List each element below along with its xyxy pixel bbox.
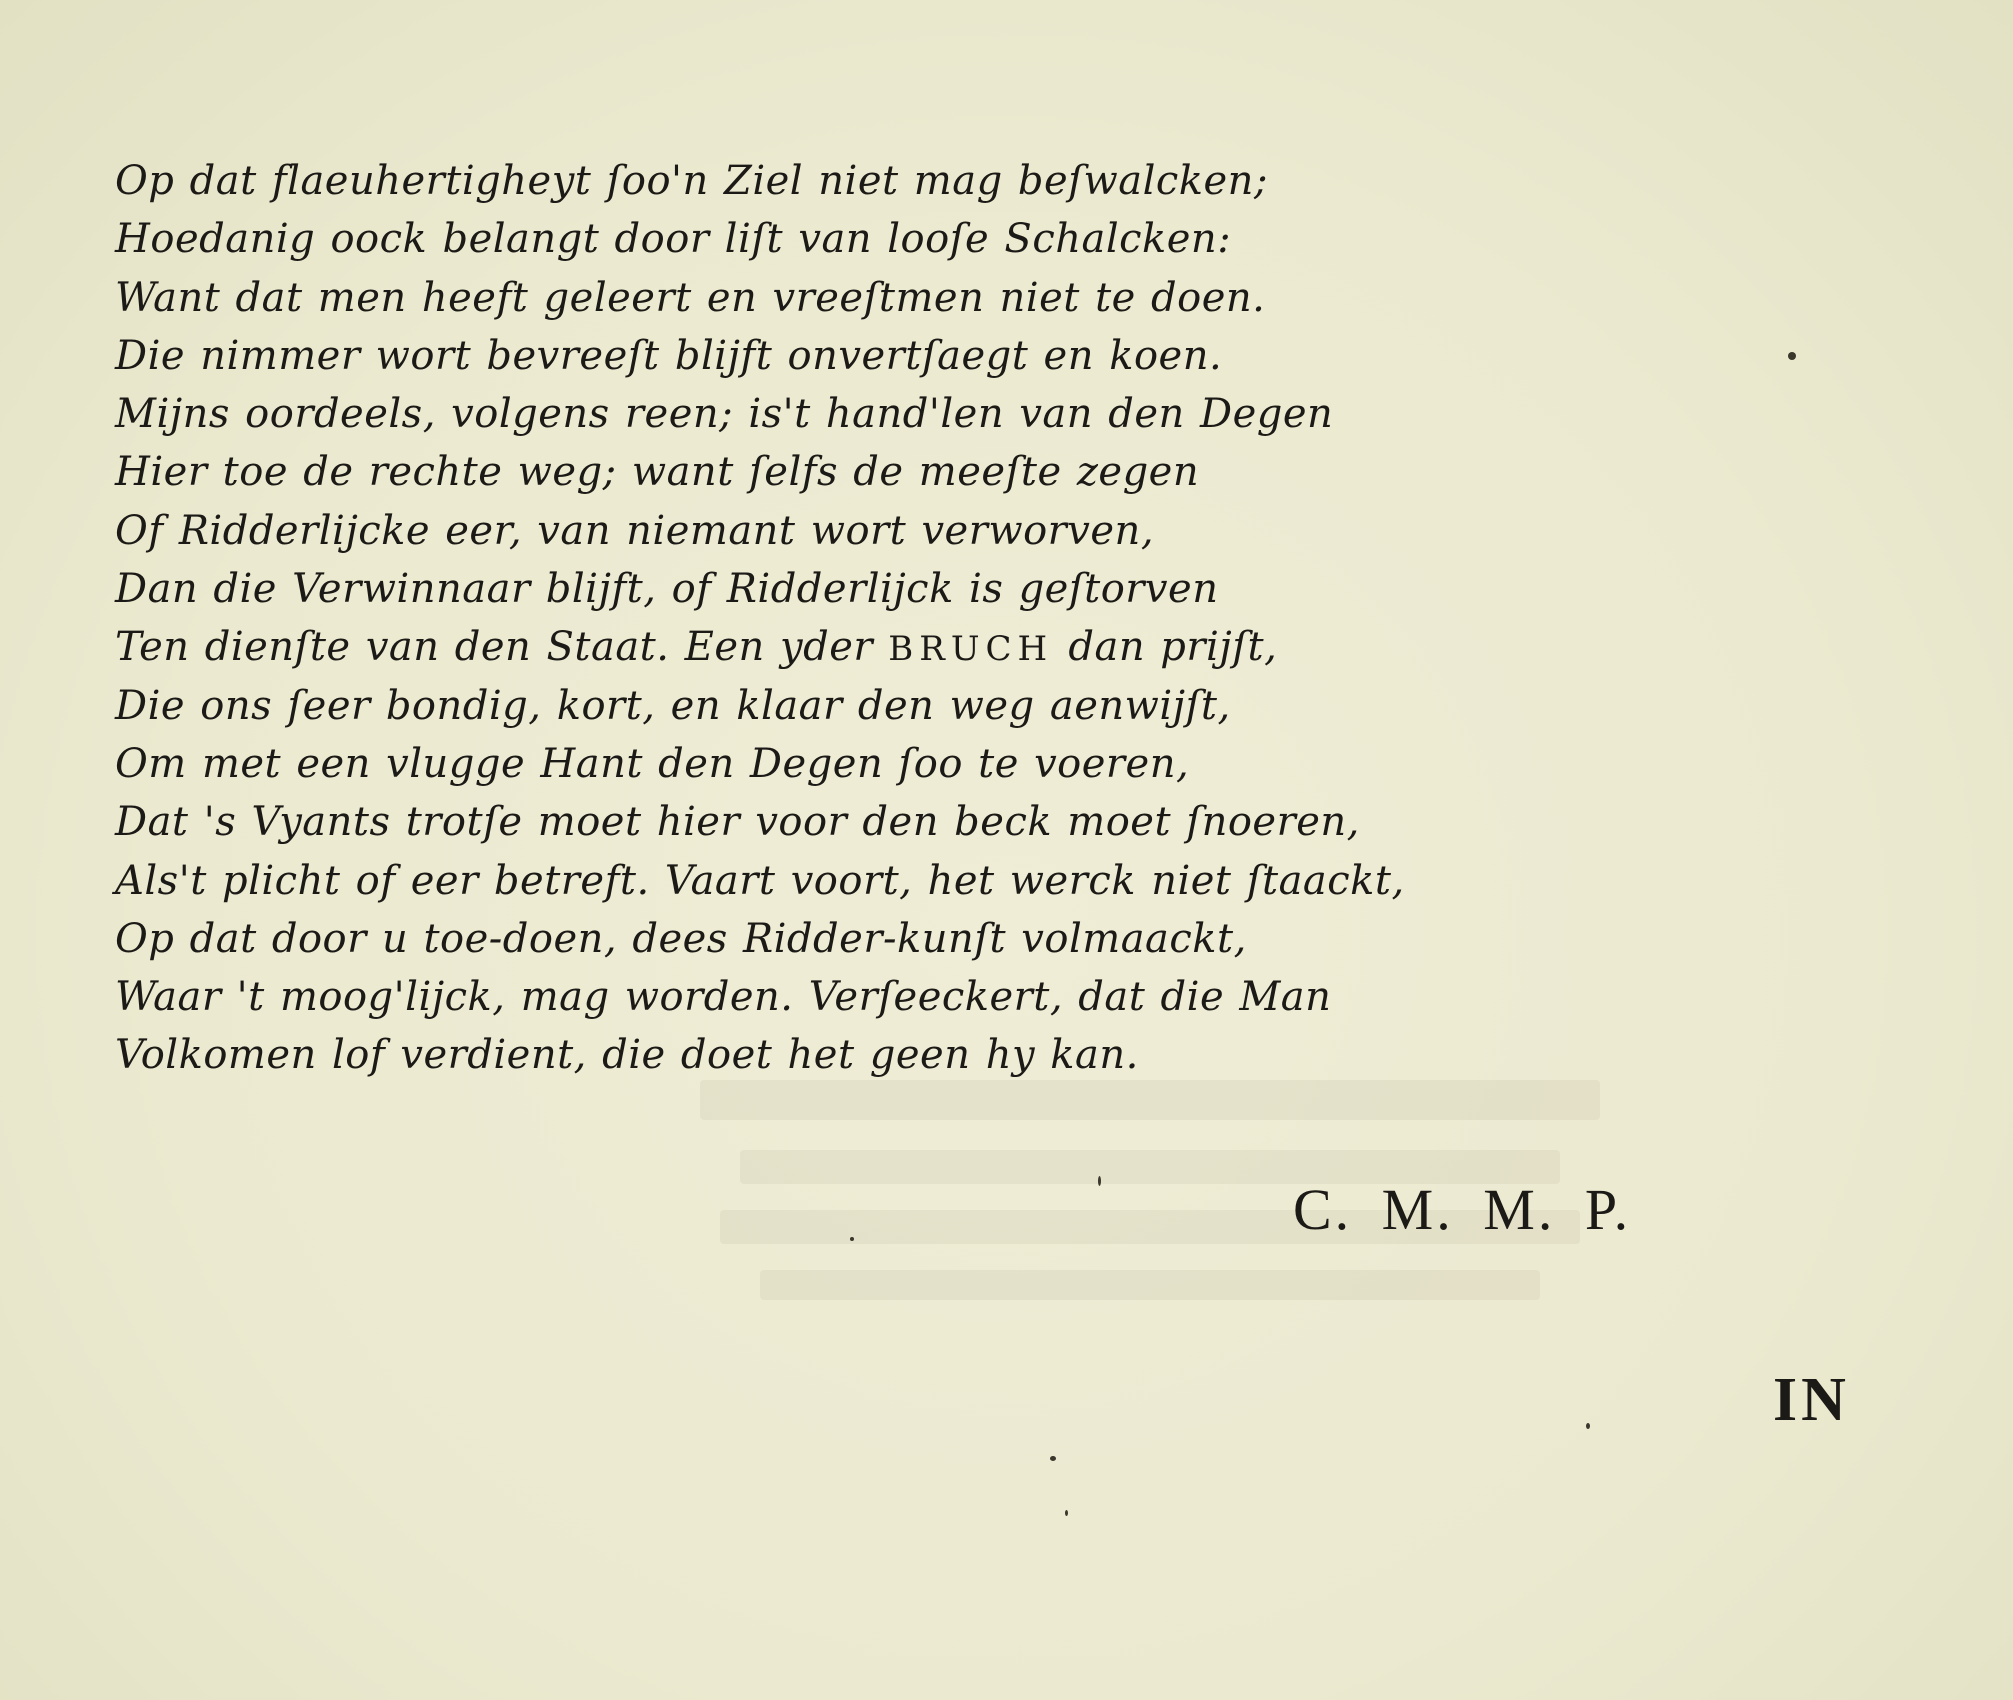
poem-line: Die ons ſeer bondig, kort, en klaar den weg aenwijſt, xyxy=(115,682,1231,729)
ink-speck xyxy=(850,1237,854,1241)
ink-speck xyxy=(1586,1423,1590,1429)
poem-line-start: Ten dienſte van den Staat. Een yder xyxy=(115,624,874,671)
poem-text xyxy=(115,152,1405,1085)
poem-line: Als't plicht of eer betreft. Vaart voort, het werck niet ſtaackt, xyxy=(115,857,1405,904)
poem-line: Dat 's Vyants trotſe moet hier voor den beck moet ſnoeren, xyxy=(115,799,1360,846)
ink-speck xyxy=(1050,1456,1056,1461)
poem-line: Op dat door u toe-doen, dees Ridder-kunſt volmaackt, xyxy=(115,915,1247,962)
poem-line: Die nimmer wort bevreeſt blijft onvertſaegt en koen. xyxy=(115,332,1223,379)
poem-line: Hier toe de rechte weg; want ſelfs de meeſte zegen xyxy=(115,449,1200,496)
show-through-shadow xyxy=(700,1080,1600,1120)
ink-speck xyxy=(1065,1510,1068,1516)
ink-speck xyxy=(1788,352,1796,360)
poem-line: Dan die Verwinnaar blijft, of Ridderlijck is geſtorven xyxy=(115,566,1219,613)
poem-line: Of Ridderlijcke eer, van niemant wort verworven, xyxy=(115,507,1155,554)
poem-line: Want dat men heeft geleert en vreeſtmen niet te doen. xyxy=(115,274,1266,321)
poem-line: Hoedanig oock belangt door liſt van looſe Schalcken: xyxy=(115,216,1232,263)
ink-speck xyxy=(1098,1176,1101,1186)
poem-line: Mijns oordeels, volgens reen; is't hand'len van den Degen xyxy=(115,391,1334,438)
poem-line: Om met een vlugge Hant den Degen ſoo te voeren, xyxy=(115,740,1190,787)
poem-line: Volkomen lof verdient, die doet het geen hy kan. xyxy=(115,1032,1139,1079)
author-name-smallcaps: BRUCH xyxy=(888,629,1054,670)
catchword: IN xyxy=(1773,1366,1850,1434)
show-through-shadow xyxy=(760,1270,1540,1300)
poem-line: Op dat flaeuhertigheyt ſoo'n Ziel niet mag beſwalcken; xyxy=(115,158,1268,204)
poem-line: Waar 't moog'lijck, mag worden. Verſeeckert, dat die Man xyxy=(115,974,1332,1021)
poem-line-end: dan prijſt, xyxy=(1068,624,1278,671)
poem-line-with-name xyxy=(115,618,1405,676)
signature-initials: C. M. M. P. xyxy=(1293,1177,1632,1242)
